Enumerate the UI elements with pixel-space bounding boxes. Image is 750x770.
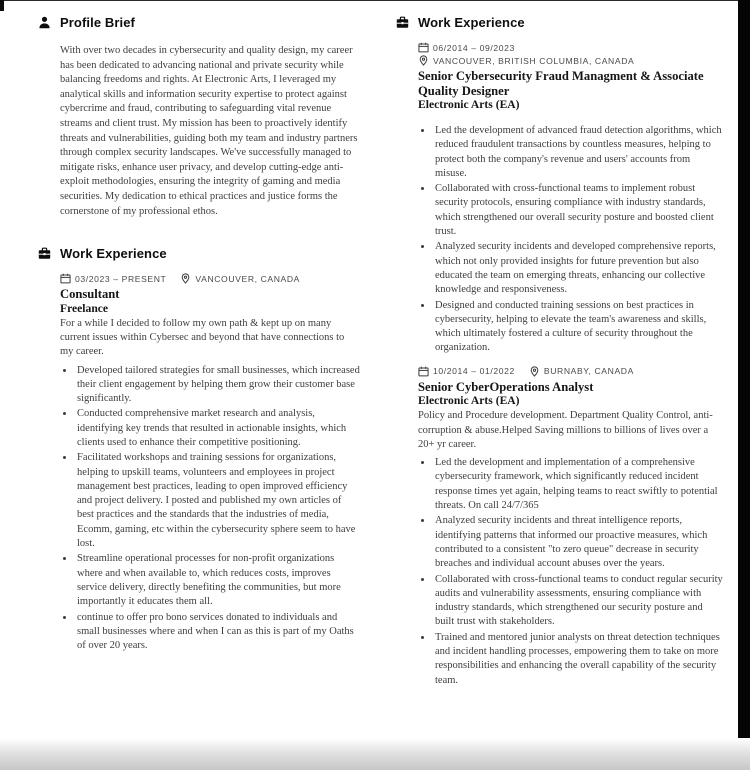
- date-text: 10/2014 – 01/2022: [433, 366, 515, 377]
- job-title: Senior CyberOperations Analyst: [418, 379, 594, 394]
- bullet-item: • Trained and mentored junior analysts on threat detection techniques and incident handling processes, empowering them to take on more responsibilities and enhancing the overall capability of the security team.: [433, 631, 724, 688]
- corner-notch: [0, 0, 4, 11]
- job-bullet-list: [60, 364, 360, 654]
- entry-meta: [60, 273, 360, 284]
- job-company: Electronic Arts (EA): [418, 98, 520, 111]
- bullet-item: • Streamline operational processes for non-profit organizations where and when available to, which reduces costs, improves service delivery, directly benefiting the communities, but more importantly it educates them all.: [75, 552, 360, 609]
- job-description: For a while I decided to follow my own path & kept up on many current issues within Cybersec and beyond that have connections to my career.: [60, 317, 345, 358]
- bullet-item: • Led the development and implementation of a comprehensive cybersecurity framework, which significantly reduced incident response times yet again, helping teams to react swiftly to potential threats. On call 24/7/365: [433, 456, 724, 513]
- location-text: BURNABY, CANADA: [543, 366, 634, 377]
- left-column: [38, 15, 360, 689]
- right-column: [396, 15, 724, 689]
- bullet-item: • Developed tailored strategies for small businesses, which increased their client engagement by helping them grow their customer base significantly.: [75, 364, 360, 407]
- section-title: Profile Brief: [60, 15, 135, 30]
- section-title: Work Experience: [418, 15, 525, 30]
- bullet-item: • Analyzed security incidents and developed comprehensive reports, which not only provided insights for future prevention but also educated the team on emerging threats, enhancing our collective knowledge and responsiveness.: [433, 240, 724, 297]
- work-experience-section-right: [396, 15, 724, 688]
- person-icon: [38, 16, 51, 29]
- bullet-item: • Conducted comprehensive market research and analysis, identifying key trends that resulted in actionable insights, which clients used to enhance their competitive positioning.: [75, 407, 360, 450]
- work-entry-cyberops-analyst: [418, 366, 724, 688]
- page-bottom-shadow: [0, 738, 750, 770]
- work-entry-fraud-designer: [418, 42, 724, 356]
- location-pin-icon: [418, 55, 429, 66]
- page-top-border: [0, 0, 750, 1]
- location-text: VANCOUVER, BRITISH COLUMBIA, CANADA: [433, 55, 635, 66]
- job-description: Policy and Procedure development. Department Quality Control, anti-corruption & abuse.Helped Saving millions to billions of lives over a 20+ yr career.: [418, 410, 713, 450]
- date-range: [418, 366, 515, 377]
- location: [180, 273, 300, 284]
- work-experience-header: [38, 246, 360, 261]
- location: [418, 55, 634, 66]
- work-experience-header: [396, 15, 724, 30]
- bullet-item: • Facilitated workshops and training sessions for organizations, helping to upskill teams, volunteers and employees in project management best practices, leading to open improved efficiency and project delivery. I posted and published my own articles of best practices and the standards that the industries of media, Ecomm, gaming, etc within the cybersecurity sphere seem to have lost.: [75, 451, 360, 551]
- entry-meta: [418, 42, 724, 66]
- briefcase-icon: [396, 16, 409, 29]
- location: [529, 366, 634, 377]
- bullet-item: • Analyzed security incidents and threat intelligence reports, identifying patterns that informed our proactive measures, which contributed to a consistent "to zero queue" decrease in security breaches and individual account abuses over the years.: [433, 514, 724, 571]
- date-text: 03/2023 – PRESENT: [75, 273, 167, 284]
- location-pin-icon: [180, 273, 191, 284]
- job-company: Freelance: [60, 301, 109, 315]
- date-range: [418, 42, 515, 53]
- briefcase-icon: [38, 247, 51, 260]
- location-text: VANCOUVER, CANADA: [195, 273, 301, 284]
- profile-brief-section: [38, 15, 360, 219]
- location-pin-icon: [529, 366, 540, 377]
- entry-meta: [418, 366, 724, 377]
- date-text: 06/2014 – 09/2023: [433, 42, 515, 53]
- job-title: Consultant: [60, 287, 120, 302]
- bullet-item: • Designed and conducted training sessions on best practices in cybersecurity, helping to elevate the team's awareness and skills, which ultimately fostered a culture of security throughout the organization.: [433, 299, 724, 356]
- work-entry-consultant: [60, 273, 360, 653]
- bullet-item: • continue to offer pro bono services donated to individuals and small businesses where and when I can as this is part of my Oaths of over 20 years.: [75, 611, 360, 654]
- job-title: Senior Cybersecurity Fraud Managment & Associate Quality Designer: [418, 69, 704, 98]
- right-edge-bar: [738, 0, 750, 747]
- bullet-item: • Led the development of advanced fraud detection algorithms, which reduced fraudulent transactions by countless measures, helping to protect both the company's revenue and users' accounts from misuse.: [433, 124, 724, 181]
- bullet-item: • Collaborated with cross-functional teams to conduct regular security audits and vulnerability assessments, ensuring compliance with industry standards, which strengthened our security posture and built trust with stakeholders.: [433, 573, 724, 630]
- date-range: [60, 273, 166, 284]
- section-title: Work Experience: [60, 246, 167, 262]
- calendar-icon: [418, 42, 429, 53]
- job-bullet-list: [418, 456, 724, 688]
- profile-brief-header: [38, 15, 360, 30]
- calendar-icon: [418, 366, 429, 377]
- job-bullet-list: [418, 124, 724, 356]
- profile-paragraph: With over two decades in cybersecurity and quality design, my career has been dedicated to advancing national and private security while balancing freedoms and rights. At Electronic Arts, I leveraged my analytical skills and information security expertise to protect against cybercrime and fraud, contributing to safeguarding vital revenue streams and client trust. My mission has been to proactively identify threats and vulnerabilities, guiding both my team and industry partners through complex security landscapes. We've successfully managed to mitigate risks, enhance user privacy, and develop cutting-edge anti-exploit methodologies, ensuring the integrity of gaming and media securities. My dedication to ethical practices and justice forms the cornerstone of my professional ethos.: [60, 45, 358, 217]
- calendar-icon: [60, 273, 71, 284]
- work-experience-section-left: [38, 246, 360, 653]
- job-company: Electronic Arts (EA): [418, 394, 520, 408]
- bullet-item: • Collaborated with cross-functional teams to implement robust security protocols, ensuring compliance with industry standards, which strengthened our overall security posture and boosted client trust.: [433, 182, 724, 239]
